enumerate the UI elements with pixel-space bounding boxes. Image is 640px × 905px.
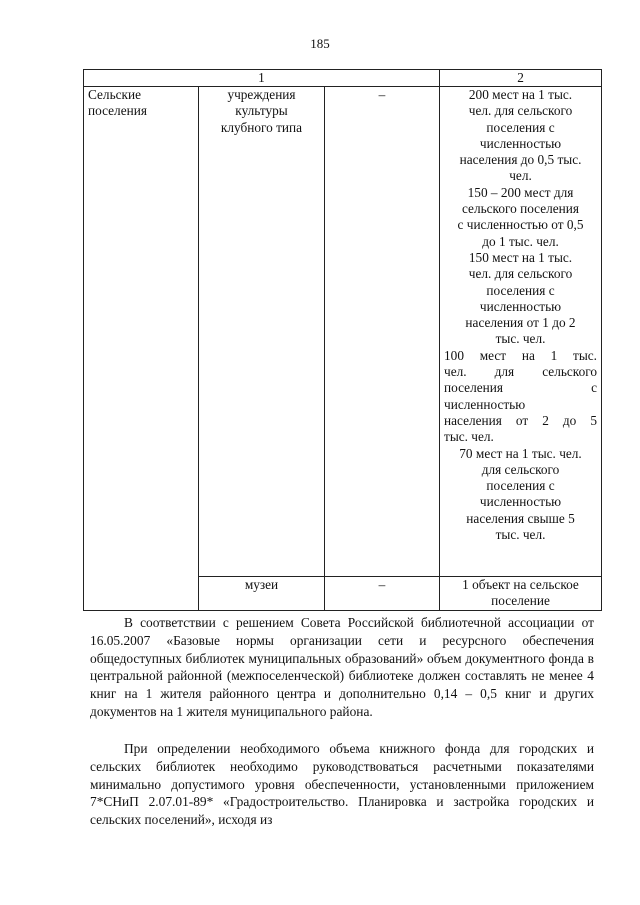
norm-block: [444, 348, 597, 446]
norm-line: численностью: [479, 494, 562, 510]
indicator-cell: –: [325, 87, 440, 577]
facility-cell: музеи: [199, 577, 325, 611]
page-number: 185: [310, 36, 330, 51]
body-paragraph: В соответствии с решением Совета Российской библиотечной ассоциации от 16.05.2007 «Базовые нормы организации сети и ресурсного обеспечения общедоступных библиотек муниципальных образований» объем документного фонда в центральной районной (межпоселенческой) библиотеке должен составлять не менее 4 книг на 1 жителя районного центра и дополнительно 0,14 – 0,5 книг и других документов на 1 жителя муниципального района.: [90, 615, 594, 719]
norm-block: [444, 250, 597, 348]
norm-line: тыс. чел.: [495, 331, 546, 347]
norm-line: населения от 2 до 5: [444, 412, 598, 428]
norm-line: чел. для сельского: [444, 364, 598, 380]
settlement-line: Сельские: [88, 87, 142, 102]
norm-line: поселения с: [486, 478, 555, 494]
body-paragraph: При определении необходимого объема книжного фонда для городских и сельских библиотек необходимо руководствоваться расчетными показателями минимально допустимого уровня обеспеченности, установленными приложением 7*СНиП 2.07.01-89* «Градостроительство. Планировка и застройка городских и сельских поселений», исходя из: [90, 741, 594, 828]
settlement-line: поселения: [88, 103, 147, 119]
norm-line: населения до 0,5 тыс.: [459, 152, 582, 168]
norm-line: населения свыше 5: [466, 510, 575, 526]
norm-line: до 1 тыс. чел.: [482, 233, 559, 249]
norm-line: для сельского: [481, 461, 560, 477]
norm-block: [444, 185, 597, 250]
indicator-cell: –: [325, 577, 440, 611]
norm-block: [444, 87, 597, 185]
table-header-row: [84, 70, 602, 87]
norm-cell: [440, 87, 602, 577]
norm-line: 150 мест на 1 тыс.: [468, 249, 573, 265]
norm-line: 70 мест на 1 тыс. чел.: [459, 445, 582, 461]
norm-line: населения от 1 до 2: [465, 315, 576, 331]
norm-line: численностью: [479, 298, 562, 314]
facility-cell: [199, 87, 325, 577]
norm-line: 100 мест на 1 тыс.: [444, 347, 598, 363]
norm-line: поселения с: [486, 119, 555, 135]
norm-line: 200 мест на 1 тыс.: [468, 87, 573, 102]
header-cell-2: 2: [440, 70, 602, 87]
norm-line: 150 – 200 мест для: [467, 184, 574, 200]
facility-line: культуры: [235, 103, 288, 119]
norms-table: [83, 69, 602, 611]
norm-cell: [440, 577, 602, 611]
norm-line: сельского поселения: [461, 201, 580, 217]
norm-line: численностью: [479, 135, 562, 151]
norm-line: чел. для сельского: [468, 103, 573, 119]
norm-line: чел. для сельского: [468, 266, 573, 282]
norm-line: поселение: [491, 593, 550, 609]
facility-line: учреждения: [227, 87, 296, 102]
norm-line: тыс. чел.: [495, 527, 546, 543]
norm-line: численностью: [444, 396, 526, 412]
table-row: [84, 87, 602, 577]
norm-line: чел.: [509, 168, 532, 184]
norm-block: [444, 446, 597, 544]
norm-line: поселения с: [444, 380, 598, 396]
norm-line: с численностью от 0,5: [457, 217, 584, 233]
facility-line: клубного типа: [220, 119, 303, 135]
norm-line: 1 объект на сельское: [462, 577, 579, 592]
settlement-cell: [84, 87, 199, 611]
norm-line: тыс. чел.: [444, 429, 494, 445]
header-cell-1: 1: [84, 70, 440, 87]
norm-line: поселения с: [486, 282, 555, 298]
